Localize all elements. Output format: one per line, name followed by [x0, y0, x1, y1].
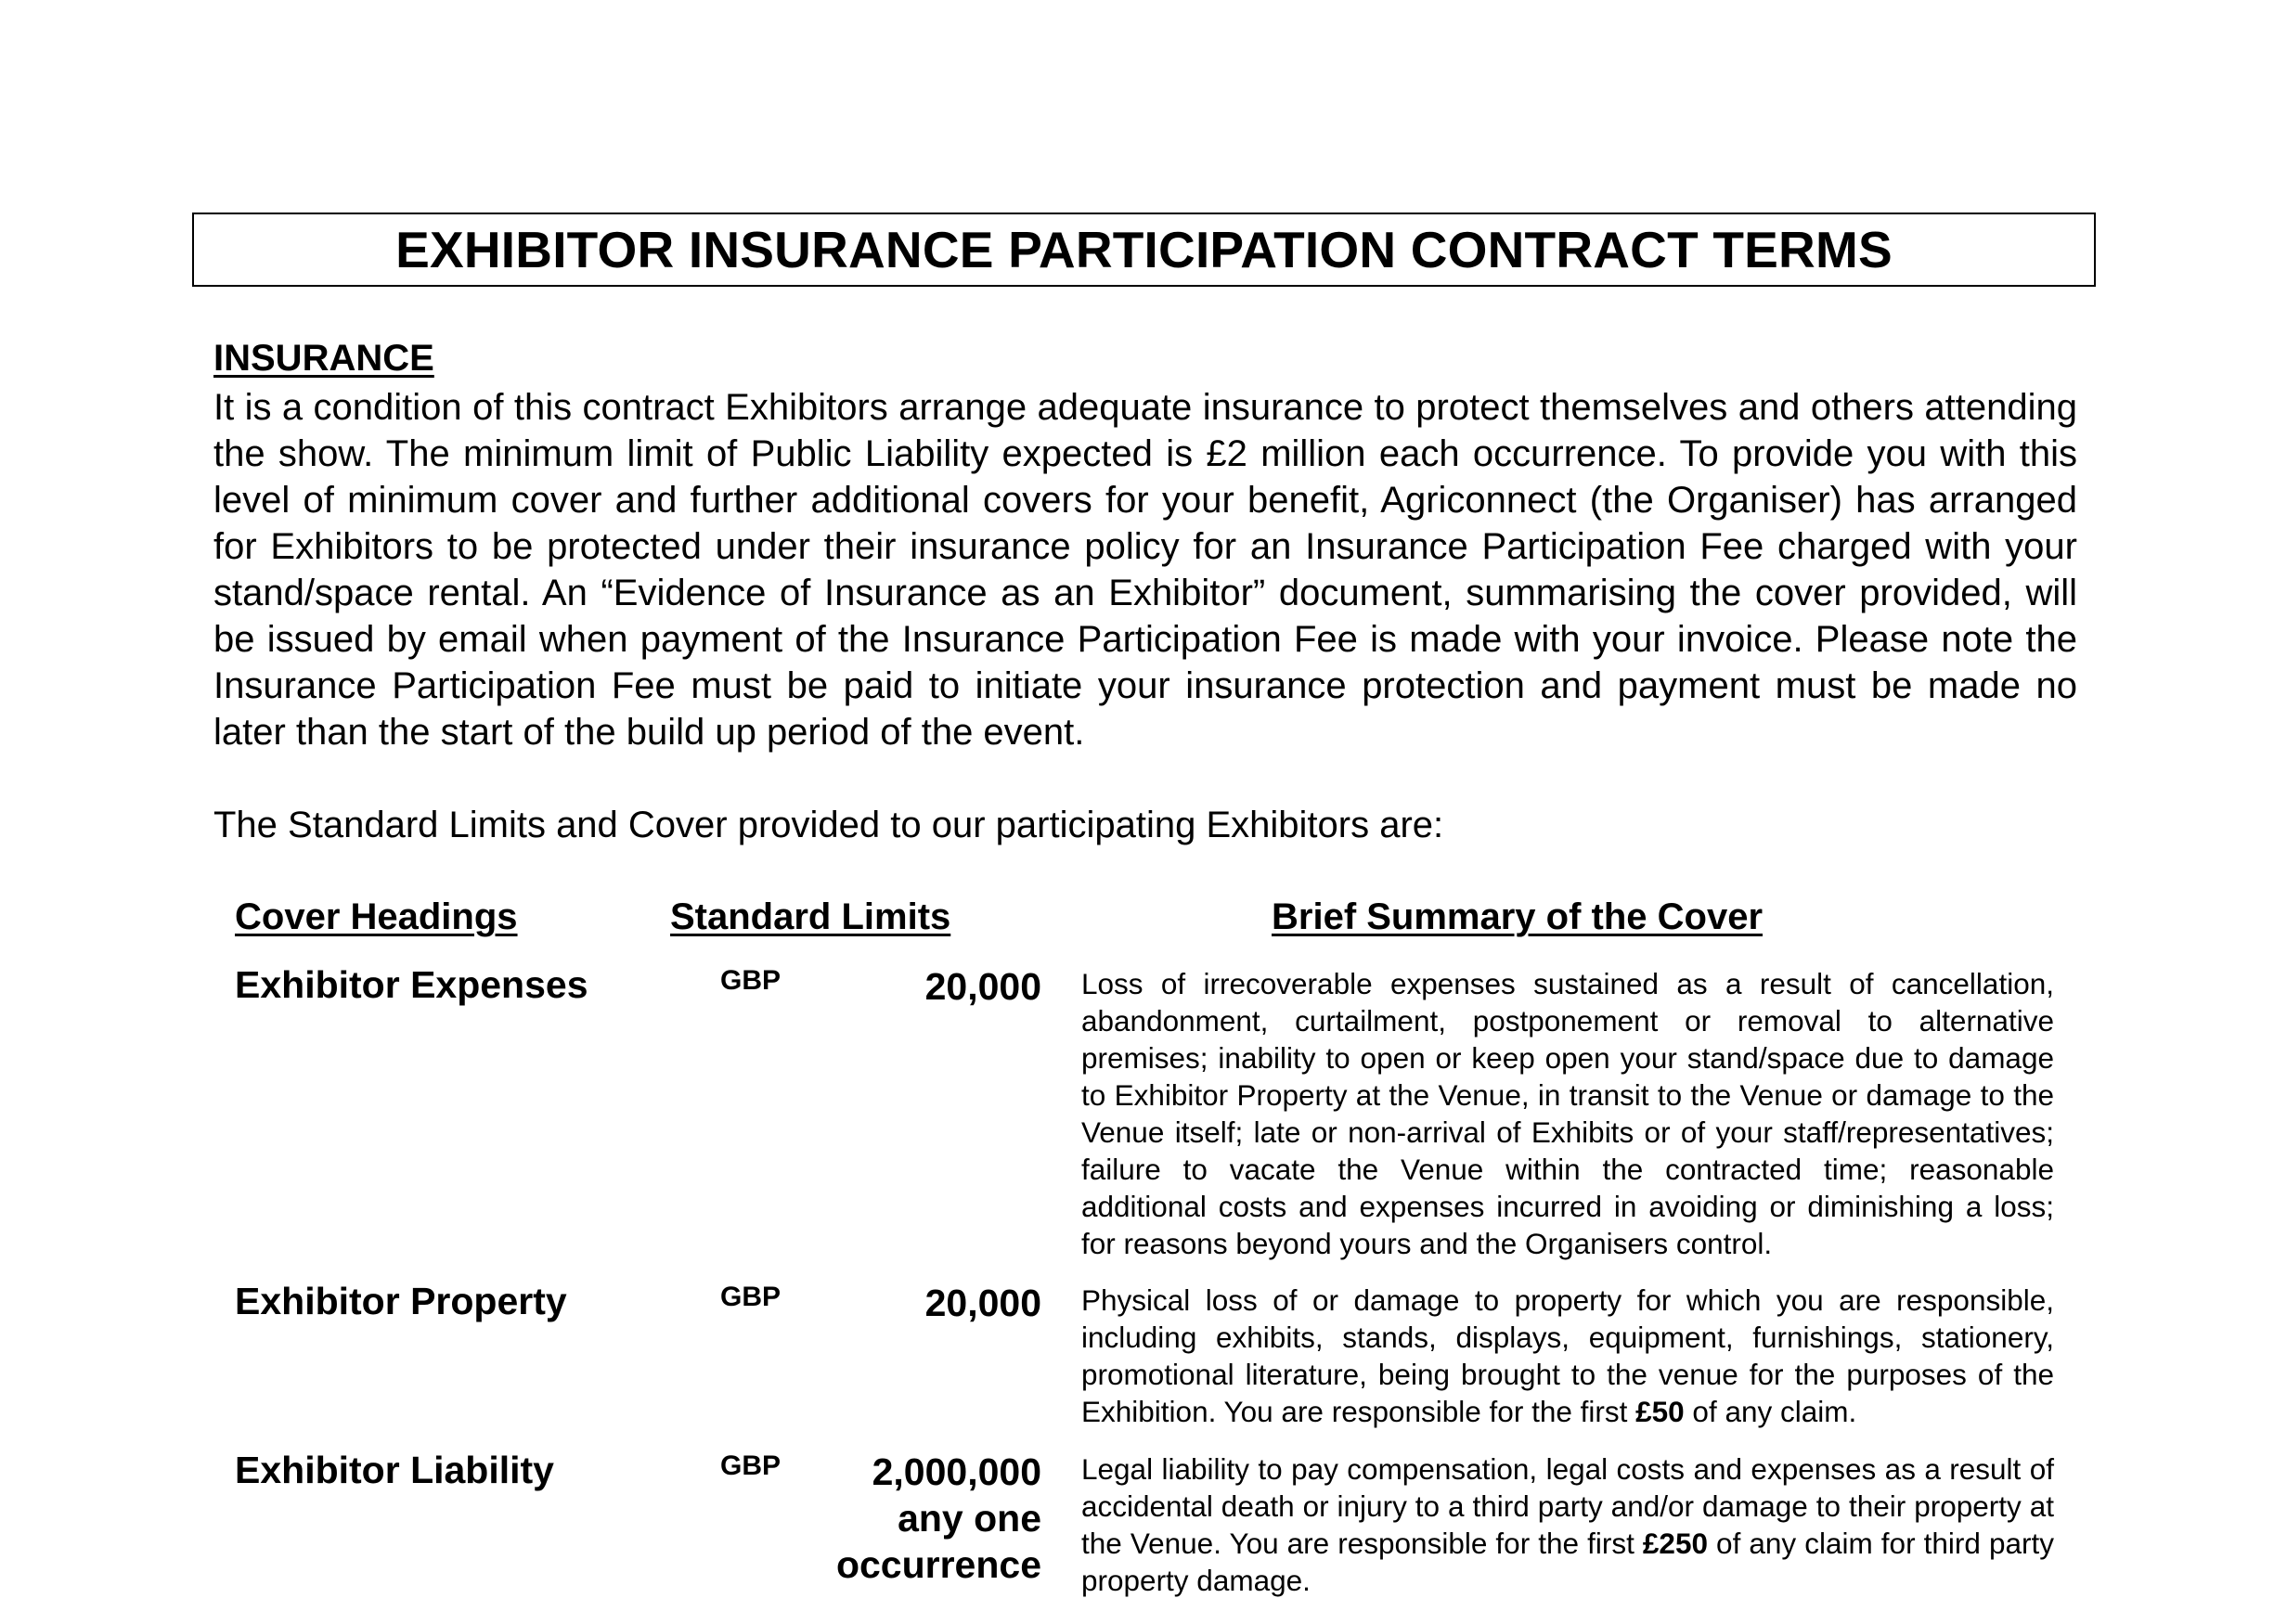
limit-value: [800, 1280, 1041, 1326]
cover-summary: [1081, 1282, 2054, 1430]
cover-name: Exhibitor Liability: [235, 1449, 554, 1491]
summary-text: Physical loss of or damage to property for which you are responsible, including exhibits, stands, displays, equipment, furnishings, stationery, promotional literature, being brought to the venue for the purposes of the Exhibition. You are responsible for the first: [1081, 1283, 2054, 1428]
cover-name: Exhibitor Expenses: [235, 963, 588, 1006]
title-box: [192, 213, 2096, 287]
cover-summary: [1081, 1450, 2054, 1599]
cover-name: Exhibitor Property: [235, 1280, 567, 1322]
insurance-paragraph: It is a condition of this contract Exhibitors arrange adequate insurance to protect themselves and others attending the show. The minimum limit of Public Liability expected is £2 million each occurrence. To provide you with this level of minimum cover and further additional covers for your benefit, Agriconnect (the Organiser) has arranged for Exhibitors to be protected under their insurance policy for an Insurance Participation Fee charged with your stand/space rental. An “Evidence of Insurance as an Exhibitor” document, summarising the cover provided, will be issued by email when payment of the Insurance Participation Fee is made with your invoice. Please note the Insurance Participation Fee must be paid to initiate your insurance protection and payment must be made no later than the start of the build up period of the event.: [213, 387, 2077, 753]
limit-amount: 20,000: [924, 965, 1041, 1008]
summary-text: Legal liability to pay compensation, legal costs and expenses as a result of accidental death or injury to a third party and/or damage to their property at the Venue. You are responsible for the first: [1081, 1452, 2054, 1560]
limit-value: [800, 963, 1041, 1010]
excess-amount: £250: [1642, 1527, 1708, 1560]
section-heading-insurance: INSURANCE: [213, 338, 434, 379]
limit-value: [800, 1449, 1041, 1588]
standard-limits-intro: The Standard Limits and Cover provided to our participating Exhibitors are:: [213, 805, 1444, 845]
summary-text: of any claim.: [1684, 1395, 1857, 1428]
currency-code: GBP: [720, 1282, 782, 1312]
excess-amount: £50: [1635, 1395, 1685, 1428]
summary-text: of any claim for third party property damage.: [1081, 1527, 2054, 1597]
limit-qualifier: any one: [898, 1497, 1041, 1540]
page-title: EXHIBITOR INSURANCE PARTICIPATION CONTRACT TERMS: [395, 221, 1893, 278]
limit-qualifier: occurrence: [835, 1543, 1041, 1586]
column-header-cover-headings: Cover Headings: [235, 896, 518, 937]
limit-amount: 20,000: [924, 1282, 1041, 1324]
column-header-standard-limits: Standard Limits: [670, 896, 951, 937]
limit-amount: 2,000,000: [872, 1450, 1041, 1493]
column-header-summary: Brief Summary of the Cover: [1272, 896, 1764, 937]
cover-summary: Loss of irrecoverable expenses sustained as a result of cancellation, abandonment, curtailment, postponement or removal to alternative premises; inability to open or keep open your stand/space due to damage to Exhibitor Property at the Venue, in transit to the Venue or damage to the Venue itself; late or non-arrival of Exhibits or of your staff/representatives; failure to vacate the Venue within the contracted time; reasonable additional costs and expenses incurred in avoiding or diminishing a loss; for reasons beyond yours and the Organisers control.: [1081, 967, 2054, 1260]
currency-code: GBP: [720, 1450, 782, 1481]
currency-code: GBP: [720, 965, 782, 996]
